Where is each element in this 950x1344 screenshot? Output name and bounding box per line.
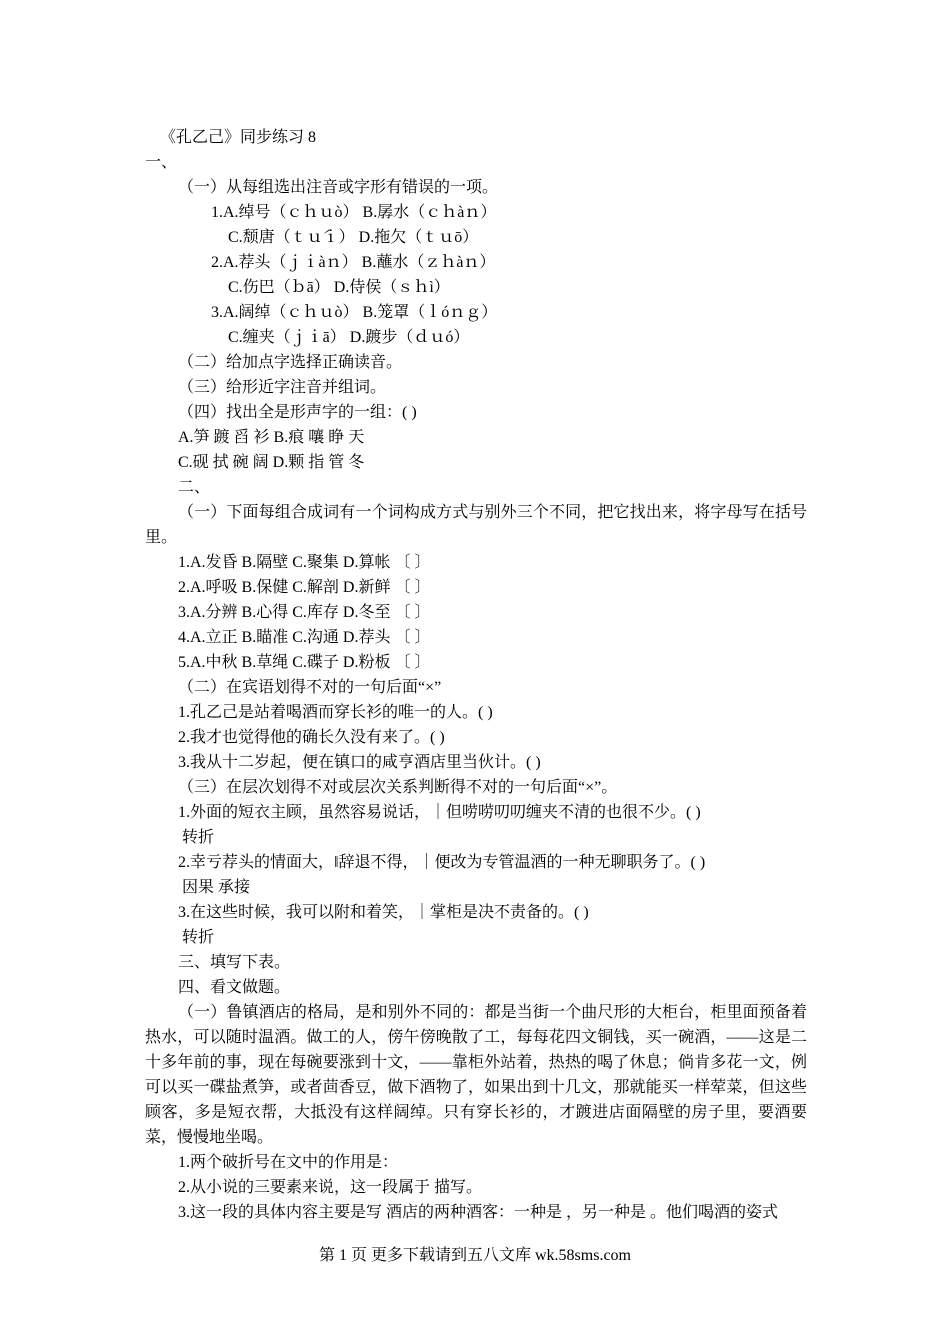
s2-q2-label: （二）在宾语划得不对的一句后面“×” bbox=[178, 679, 442, 696]
s1-g1-cd: C.颓唐（ｔｕ́ｉ） D.拖欠（ｔｕō） bbox=[228, 229, 479, 246]
s2-q3-item-2-note: 因果 承接 bbox=[182, 879, 251, 896]
s1-q3-label: （三）给形近字注音并组词。 bbox=[178, 379, 387, 396]
s2-q2-item-1: 1.孔乙己是站着喝酒而穿长衫的唯一的人。( ) bbox=[178, 704, 493, 721]
section-2-heading: 二、 bbox=[178, 479, 211, 496]
document-title: 《孔乙己》同步练习 8 bbox=[160, 129, 317, 146]
s1-q4-label: （四）找出全是形声字的一组：( ) bbox=[178, 404, 417, 421]
s2-q3-item-1: 1.外面的短衣主顾，虽然容易说话，｜但唠唠叨叨缠夹不清的也很不少。( ) bbox=[178, 804, 701, 821]
s4-question-2: 2.从小说的三要素来说，这一段属于 描写。 bbox=[178, 1179, 483, 1196]
s4-question-3: 3.这一段的具体内容主要是写 酒店的两种酒客：一种是 ，另一种是 。他们喝酒的姿式 bbox=[178, 1204, 779, 1221]
page-footer: 第 1 页 更多下载请到五八文库 wk.58sms.com bbox=[318, 1247, 631, 1264]
s2-q2-item-3: 3.我从十二岁起，便在镇口的咸亨酒店里当伙计。( ) bbox=[178, 754, 541, 771]
s4-question-1: 1.两个破折号在文中的作用是： bbox=[178, 1154, 399, 1171]
s1-q2-label: （二）给加点字选择正确读音。 bbox=[178, 354, 403, 371]
s1-g1-ab: 1.A.绰号（ｃｈｕò） B.孱水（ｃｈàｎ） bbox=[211, 204, 497, 221]
s2-q3-item-2: 2.幸亏荐头的情面大，‖辞退不得，｜便改为专管温酒的一种无聊职务了。( ) bbox=[178, 854, 706, 871]
s2-q1-item-4: 4.A.立正 B.瞄准 C.沟通 D.荐头 〔 〕 bbox=[178, 629, 431, 646]
s2-q3-item-1-note: 转折 bbox=[182, 829, 215, 846]
s1-q1-label: （一）从每组选出注音或字形有错误的一项。 bbox=[178, 179, 499, 196]
s2-q3-item-3: 3.在这些时候，我可以附和着笑，｜掌柜是决不责备的。( ) bbox=[178, 904, 589, 921]
s2-q3-item-3-note: 转折 bbox=[182, 929, 215, 946]
s2-q1-item-2: 2.A.呼吸 B.保健 C.解剖 D.新鲜 〔 〕 bbox=[178, 579, 431, 596]
section-4-heading: 四、看文做题。 bbox=[178, 979, 291, 996]
section-3-heading: 三、填写下表。 bbox=[178, 954, 291, 971]
s1-g3-ab: 3.A.阔绰（ｃｈｕò） B.笼罩（ｌóｎｇ） bbox=[211, 304, 498, 321]
s1-g2-cd: C.伤巴（ｂā） D.侍侯（ｓｈì） bbox=[228, 279, 450, 296]
s2-q1-label: （一）下面每组合成词有一个词构成方式与别外三个不同，把它找出来，将字母写在括号里。 bbox=[145, 504, 807, 546]
s2-q1-item-1: 1.A.发昏 B.隔壁 C.聚集 D.算帐 〔 〕 bbox=[178, 554, 431, 571]
s2-q2-item-2: 2.我才也觉得他的确长久没有来了。( ) bbox=[178, 729, 445, 746]
section-1-heading: 一、 bbox=[145, 154, 178, 171]
s4-passage: （一）鲁镇酒店的格局，是和别外不同的：都是当街一个曲尺形的大柜台，柜里面预备着热水，可以随时温酒。做工的人，傍午傍晚散了工，每每花四文铜钱，买一碗酒，——这是二十多年前的事，现在每碗要涨到十文，——靠柜外站着，热热的喝了休息；倘肯多花一文，例可以买一碟盐煮笋，或者茴香豆，做下酒物了，如果出到十几文，那就能买一样荤菜，但这些顾客，多是短衣帮，大抵没有这样阔绰。只有穿长衫的，才踱进店面隔壁的房子里，要酒要菜，慢慢地坐喝。 bbox=[145, 1004, 807, 1146]
s1-q4-options-cd: C.砚 拭 碗 阔 D.颗 指 管 冬 bbox=[178, 454, 365, 471]
s2-q1-item-3: 3.A.分辨 B.心得 C.库存 D.冬至 〔 〕 bbox=[178, 604, 431, 621]
s1-g2-ab: 2.A.荐头（ｊｉàｎ） B.蘸水（ｚｈàｎ） bbox=[211, 254, 496, 271]
s1-q4-options-ab: A.笋 踱 舀 衫 B.痕 嚷 睁 天 bbox=[178, 429, 365, 446]
s1-g3-cd: C.缠夹（ｊｉā） D.踱步（ｄｕó） bbox=[228, 329, 470, 346]
s2-q1-item-5: 5.A.中秋 B.草绳 C.碟子 D.粉板 〔 〕 bbox=[178, 654, 431, 671]
s2-q3-label: （三）在层次划得不对或层次关系判断得不对的一句后面“×”。 bbox=[178, 779, 618, 796]
